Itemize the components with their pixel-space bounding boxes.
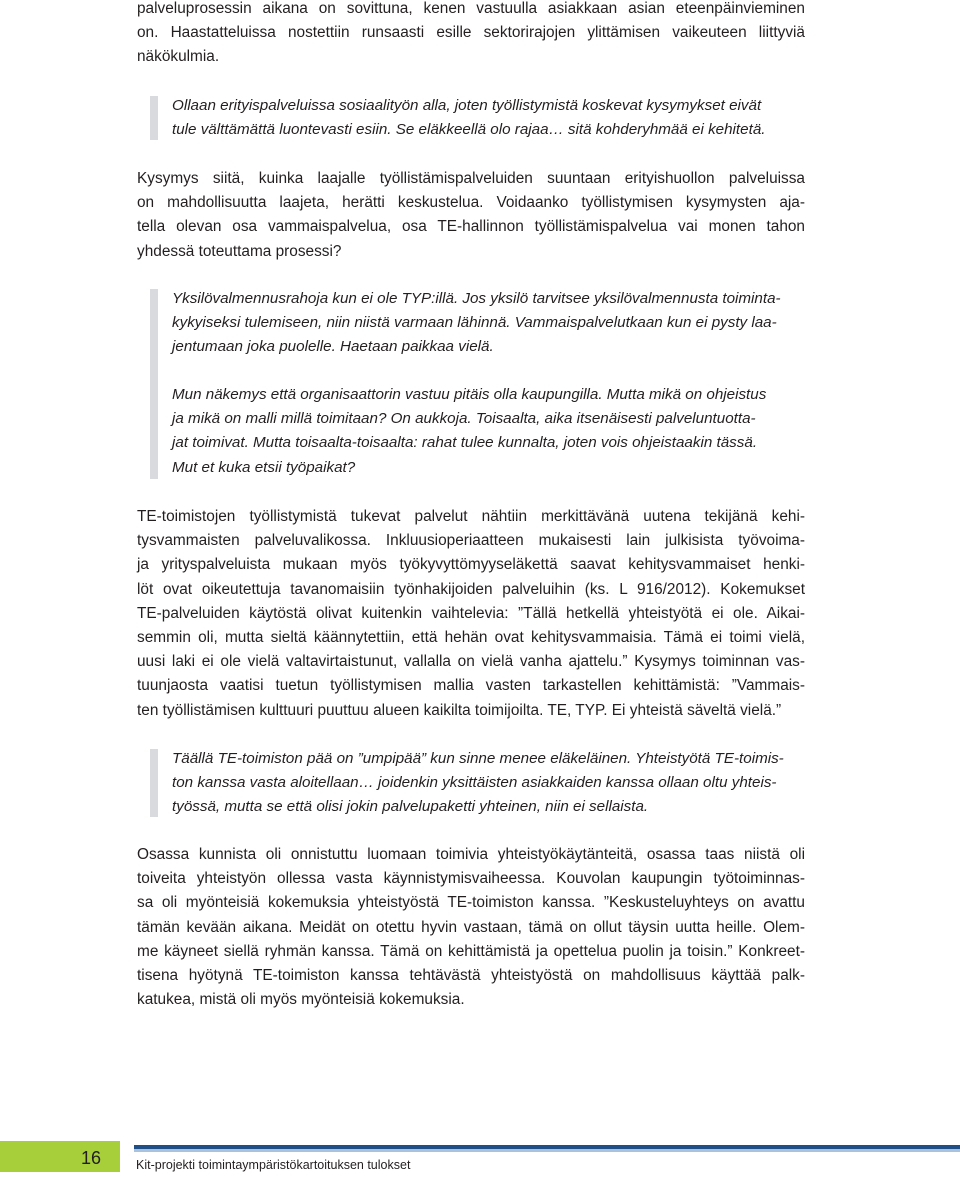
text-line: tämän kevään aikana. Meidät on otettu hyvin vastaan, tämä on ollut täysin uutta heille. Olem- bbox=[137, 918, 805, 936]
body-paragraph bbox=[137, 505, 805, 723]
quote-line: tule välttämättä luontevasti esiin. Se eläkkeellä olo rajaa… sitä kohderyhmää ei kehitetä. bbox=[172, 121, 766, 139]
quote-line: jat toimivat. Mutta toisaalta-toisaalta: rahat tulee kunnalta, joten vois ohjeistaakin tässä. bbox=[172, 434, 758, 452]
page-number: 16 bbox=[80, 1148, 102, 1168]
text-line: löt ovat oikeutettuja tavanomaisiin työnhakijoiden palveluihin (ks. L 916/2012). Kokemukset bbox=[137, 580, 805, 598]
text-line: tuunjaosta vaatisi tuetun työllistymisen mallia vasten tarkastellen kehittämistä: ”Vammais- bbox=[137, 677, 805, 695]
quote-text bbox=[172, 383, 812, 480]
text-line: näkökulmia. bbox=[137, 48, 220, 66]
text-line: katukea, mistä oli myös myönteisiä kokemuksia. bbox=[137, 991, 465, 1009]
text-line: tisena hyötynä TE-toimiston kanssa tehtävästä yhteistyöstä on mahdollisuus käyttää palk- bbox=[137, 967, 805, 985]
text-line: palveluprosessin aikana on sovittuna, kenen vastuulla asiakkaan asian eteenpäinvieminen bbox=[137, 0, 805, 17]
quote-line: kykyiseksi tulemiseen, niin niistä varmaan lähinnä. Vammaispalvelutkaan kun ei pysty laa- bbox=[172, 314, 777, 332]
text-line: yhdessä toteuttama prosessi? bbox=[137, 242, 342, 260]
quote-line: jentumaan joka puolelle. Haetaan paikkaa vielä. bbox=[172, 338, 494, 356]
text-line: TE-palveluiden käytöstä olivat kuitenkin vaihtelevia: ”Tällä hetkellä yhteistyötä ei ole. Aikai- bbox=[137, 604, 805, 622]
text-line: semmin oli, mutta sieltä käännytettiin, että hehän ovat kehitysvammaisia. Tämä ei toimi vielä, bbox=[137, 629, 805, 647]
quote-text bbox=[172, 94, 812, 142]
text-line: uusi laki ei ole vielä valtavirtaistunut, vallalla on vielä vanha ajattelu.” Kysymys toiminnan vas- bbox=[137, 653, 805, 671]
quote-line: ja mikä on malli millä toimitaan? On aukkoja. Toisaalta, aika itsenäisesti palveluntuotta- bbox=[172, 410, 756, 428]
quote-text bbox=[172, 287, 812, 360]
text-line: on mahdollisuutta laajeta, herätti keskustelua. Voidaanko työllistymisen kysymysten aja- bbox=[137, 194, 805, 212]
text-line: sa oli myönteisiä kokemuksia yhteistyöstä TE-toimiston kanssa. ”Keskusteluyhteys on avattu bbox=[137, 894, 805, 912]
text-line: Kysymys siitä, kuinka laajalle työllistämispalveluiden suuntaan erityishuollon palveluissa bbox=[137, 170, 805, 187]
quote-line: ton kanssa vasta aloitellaan… joidenkin yksittäisten asiakkaiden kanssa ollaan oltu yhteis- bbox=[172, 774, 777, 792]
publication-title: Kit-projekti toimintaympäristökartoituksen tulokset bbox=[136, 1158, 411, 1172]
text-line: me käyneet siellä ryhmän kanssa. Tämä on kehittämistä ja opettelua puolin ja toisin.” Konkreet- bbox=[137, 942, 805, 960]
text-line: tella olevan osa vammaispalvelua, osa TE-hallinnon työllistämispalvelua vai monen tahon bbox=[137, 218, 805, 236]
body-paragraph bbox=[137, 0, 805, 70]
text-line: ja yrityspalveluista mukaan myös työkyvyttömyyseläkettä saavat kehitysvammaiset henki- bbox=[137, 556, 805, 574]
quote-text bbox=[172, 747, 812, 820]
quote-bar bbox=[150, 749, 158, 817]
text-line: ten työllistämisen kulttuuri puuttuu alueen kaikilta toimijoilta. TE, TYP. Ei yhteistä säveltä vielä.” bbox=[137, 701, 782, 719]
text-line: Osassa kunnista oli onnistuttu luomaan toimivia yhteistyökäytänteitä, osassa taas niistä oli bbox=[137, 846, 805, 863]
body-paragraph bbox=[137, 167, 805, 264]
quote-bar bbox=[150, 289, 158, 479]
quote-line: Täällä TE-toimiston pää on ”umpipää” kun sinne menee eläkeläinen. Yhteistyötä TE-toimis- bbox=[172, 750, 784, 767]
quote-line: työssä, mutta se että olisi jokin palvelupaketti yhteinen, niin ei sellaista. bbox=[172, 798, 649, 816]
body-paragraph bbox=[137, 843, 805, 1012]
text-line: tysvammaisten palveluvalikossa. Inkluusioperiaatteen mukaisesti lain julkisista työvoima- bbox=[137, 532, 805, 550]
text-line: on. Haastatteluissa nostettiin runsaasti esille sektorirajojen ylittämisen vaikeuteen liittyviä bbox=[137, 24, 805, 42]
footer-blue-rule-shadow bbox=[134, 1149, 960, 1152]
quote-line: Mut et kuka etsii työpaikat? bbox=[172, 458, 356, 476]
text-line: TE-toimistojen työllistymistä tukevat palvelut nähtiin merkittävänä uutena tekijänä kehi- bbox=[137, 508, 805, 525]
quote-line: Yksilövalmennusrahoja kun ei ole TYP:illä. Jos yksilö tarvitsee yksilövalmennusta toiminta- bbox=[172, 290, 781, 307]
quote-bar bbox=[150, 96, 158, 140]
text-line: toiveita yhteistyön ollessa vasta käynnistymisvaiheessa. Kouvolan kaupungin työtoiminnas- bbox=[137, 870, 805, 888]
quote-line: Mun näkemys että organisaattorin vastuu pitäis olla kaupungilla. Mutta mikä on ohjeistus bbox=[172, 386, 767, 403]
quote-line: Ollaan erityispalveluissa sosiaalityön alla, joten työllistymistä koskevat kysymykset eivät bbox=[172, 97, 762, 114]
